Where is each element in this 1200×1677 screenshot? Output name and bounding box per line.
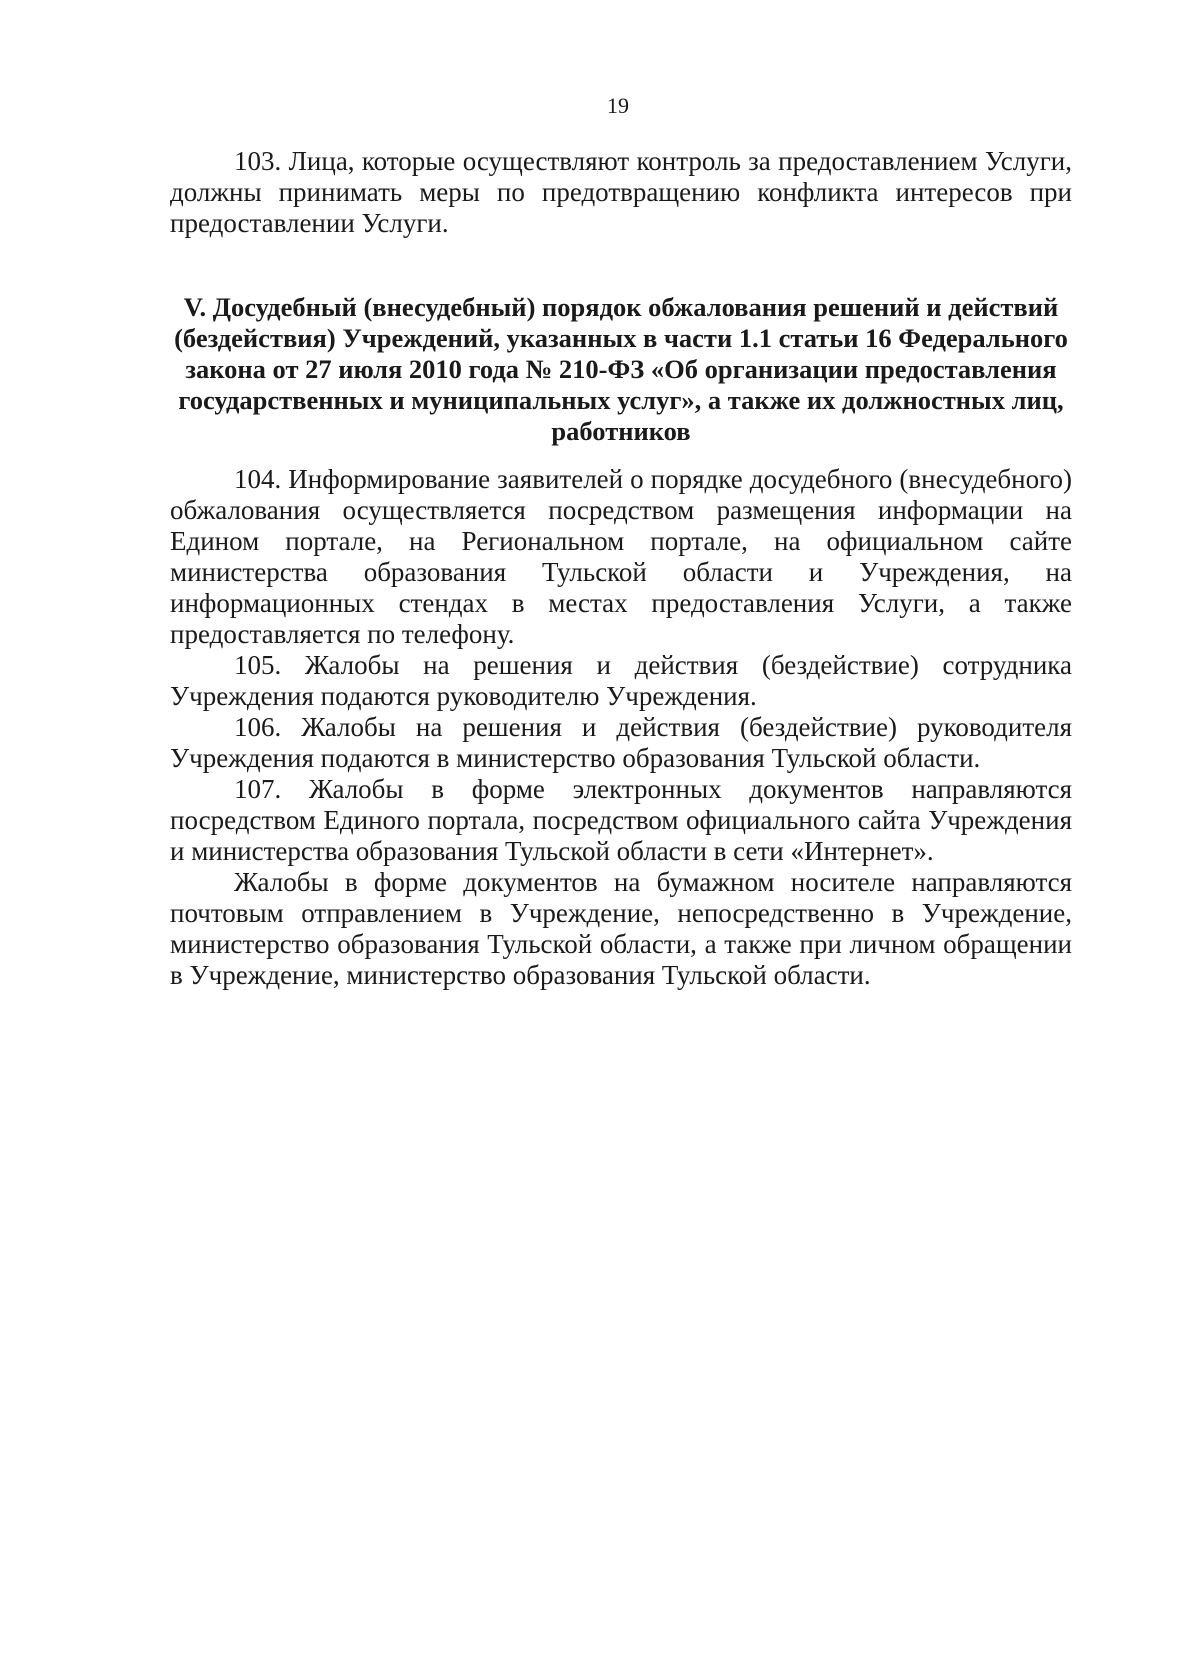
paragraph-103: 103. Лица, которые осуществляют контроль за предоставлением Услуги, должны принимать меры по предотвращению конфликта интересов при предоставлении Услуги. [170, 146, 1072, 238]
page-number: 19 [607, 93, 629, 118]
section-heading: V. Досудебный (внесудебный) порядок обжалования решений и действий (бездействия) Учреждений, указанных в части 1.1 статьи 16 Федерального закона от 27 июля 2010 года № 210-ФЗ «Об организации предоставления государственных и муниципальных услуг», а также их должностных лиц, работников [174, 292, 1068, 446]
document-body [170, 146, 1072, 991]
paragraph-105: 105. Жалобы на решения и действия (бездействие) сотрудника Учреждения подаются руководителю Учреждения. [170, 650, 1072, 711]
paragraph-104: 104. Информирование заявителей о порядке досудебного (внесудебного) обжалования осуществляется посредством размещения информации на Едином портале, на Региональном портале, на официальном сайте министерства образования Тульской области и Учреждения, на информационных стендах в местах предоставления Услуги, а также предоставляется по телефону. [170, 464, 1072, 649]
paragraph-106: 106. Жалобы на решения и действия (бездействие) руководителя Учреждения подаются в министерство образования Тульской области. [170, 712, 1072, 773]
paragraph-107-continued: Жалобы в форме документов на бумажном носителе направляются почтовым отправлением в Учреждение, непосредственно в Учреждение, министерство образования Тульской области, а также при личном обращении в Учреждение, министерство образования Тульской области. [170, 867, 1072, 990]
paragraph-107: 107. Жалобы в форме электронных документов направляются посредством Единого портала, посредством официального сайта Учреждения и министерства образования Тульской области в сети «Интернет». [170, 774, 1072, 866]
